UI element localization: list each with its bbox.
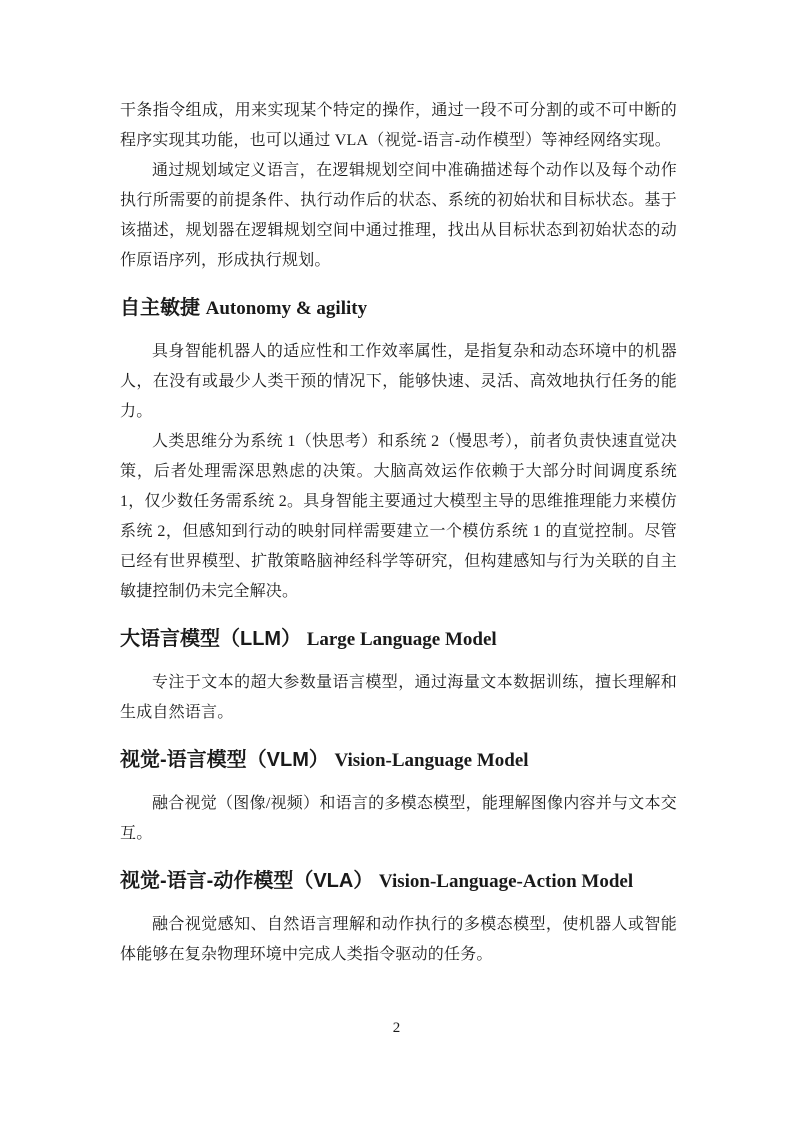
- heading-en-label: Vision-Language Model: [334, 750, 529, 771]
- heading-zh-label: 大语言模型（LLM）: [120, 628, 302, 650]
- paragraph: 人类思维分为系统 1（快思考）和系统 2（慢思考），前者负责快速直觉决策，后者处理需深思熟虑的决策。大脑高效运作依赖于大部分时间调度系统 1，仅少数任务需系统 2。具身智能主要通过大模型主导的思维推理能力来模仿系统 2，但感知到行动的映射同样需要建立一个模仿系统 1 的直觉控制。尽管已经有世界模型、扩散策略脑神经科学等研究，但构建感知与行为关联的自主敏捷控制仍未完全解决。: [120, 433, 677, 600]
- paragraph: 通过规划域定义语言，在逻辑规划空间中准确描述每个动作以及每个动作执行所需要的前提条件、执行动作后的状态、系统的初始状和目标状态。基于该描述，规划器在逻辑规划空间中通过推理，找出从目标状态到初始状态的动作原语序列，形成执行规划。: [120, 162, 677, 269]
- paragraph: 专注于文本的超大参数量语言模型，通过海量文本数据训练，擅长理解和生成自然语言。: [120, 674, 677, 721]
- heading-zh-label: 视觉-语言模型（VLM）: [120, 749, 329, 771]
- paragraph-continuation: 干条指令组成，用来实现某个特定的操作，通过一段不可分割的或不可中断的程序实现其功能，也可以通过 VLA（视觉-语言-动作模型）等神经网络实现。: [120, 102, 677, 149]
- paragraph: 具身智能机器人的适应性和工作效率属性，是指复杂和动态环境中的机器人，在没有或最少人类干预的情况下，能够快速、灵活、高效地执行任务的能力。: [120, 343, 677, 420]
- paragraph: 融合视觉（图像/视频）和语言的多模态模型，能理解图像内容并与文本交互。: [120, 795, 677, 842]
- heading-zh-label: 自主敏捷: [120, 297, 200, 319]
- section-heading-vla: [120, 866, 677, 897]
- heading-en-label: Large Language Model: [306, 629, 497, 650]
- section-heading-autonomy-agility: [120, 293, 677, 324]
- page-number: 2: [392, 1020, 401, 1036]
- paragraph: 融合视觉感知、自然语言理解和动作执行的多模态模型，使机器人或智能体能够在复杂物理环境中完成人类指令驱动的任务。: [120, 916, 677, 963]
- section-heading-vlm: [120, 745, 677, 776]
- heading-zh-label: 视觉-语言-动作模型（VLA）: [120, 870, 374, 892]
- section-heading-llm: [120, 624, 677, 655]
- document-content: [120, 96, 677, 970]
- heading-en-label: Autonomy & agility: [205, 298, 368, 319]
- heading-en-label: Vision-Language-Action Model: [378, 871, 634, 892]
